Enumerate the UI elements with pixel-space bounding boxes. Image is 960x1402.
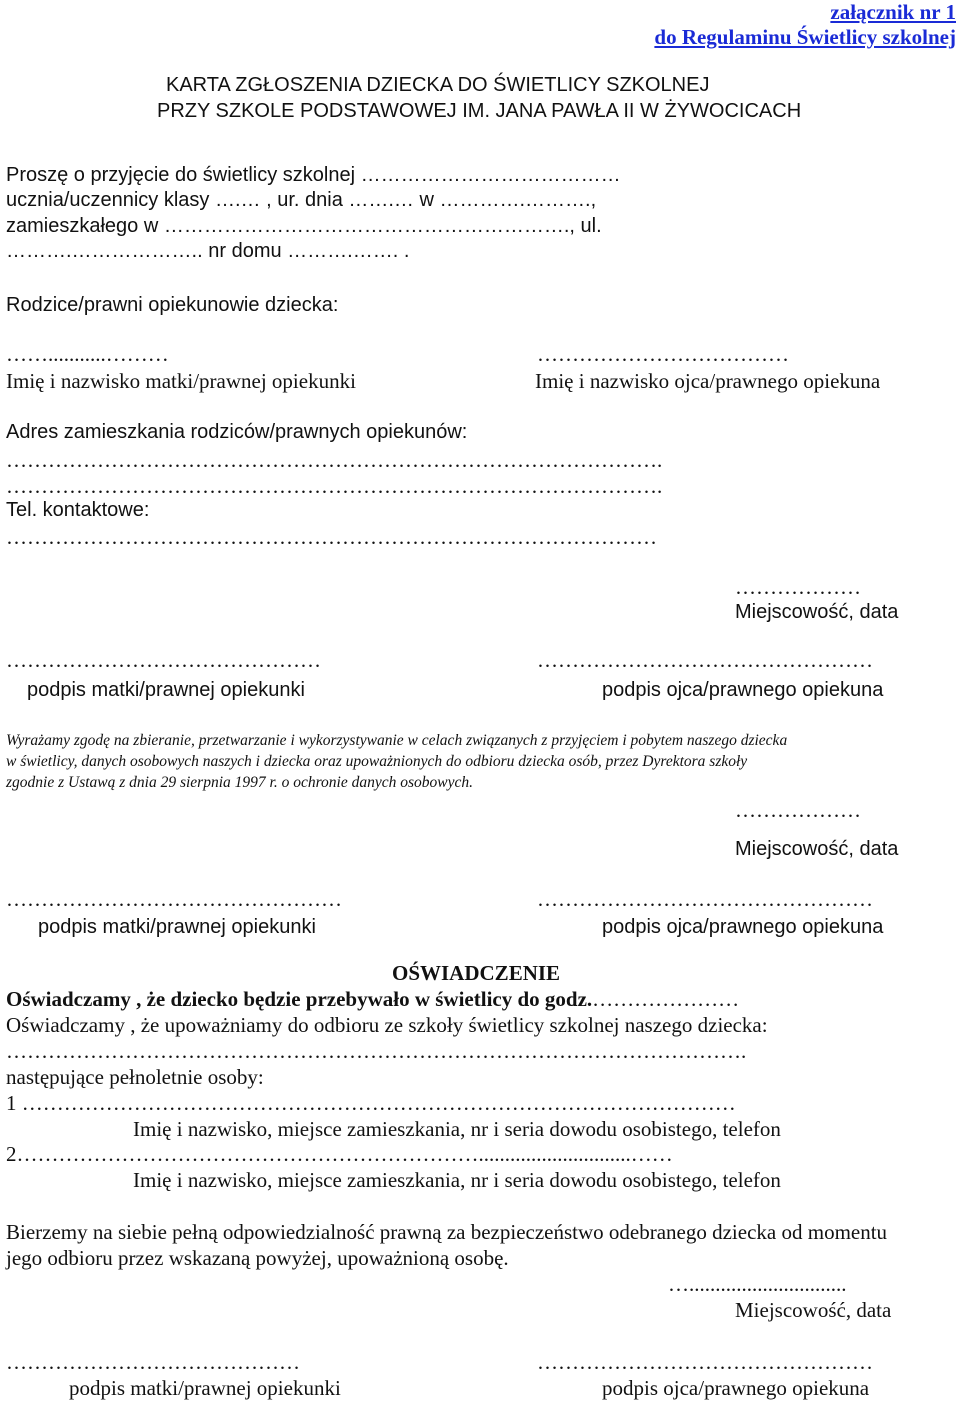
attachment-number: załącznik nr 1 — [830, 0, 956, 24]
mother-signature-label-1: podpis matki/prawnej opiekunki — [27, 679, 305, 701]
phone-field[interactable]: ………………………………………………………………………………… — [6, 525, 657, 549]
place-date-label-3: Miejscowość, data — [735, 1298, 892, 1322]
statement-dots-field[interactable]: ……………………………………………………………………………………………. — [6, 1039, 747, 1063]
statement-heading: OŚWIADCZENIE — [392, 961, 561, 985]
request-line1: Proszę o przyjęcie do świetlicy szkolnej ………………………………… — [6, 164, 621, 186]
responsibility-line2: jego odbioru przez wskazaną powyżej, upoważnioną osobę. — [6, 1246, 509, 1270]
father-signature-label-3: podpis ojca/prawnego opiekuna — [602, 1376, 870, 1400]
address-heading: Adres zamieszkania rodziców/prawnych opiekunów: — [6, 421, 468, 443]
father-signature-field-3[interactable]: ………………………………………… — [537, 1350, 873, 1374]
statement-hours-field[interactable]: ………………… — [592, 987, 740, 1011]
consent-line1: Wyrażamy zgodę na zbieranie, przetwarzanie i wykorzystywanie w celach związanych z przyjęciem i pobytem naszego dziecka — [6, 732, 788, 749]
mother-signature-field-1[interactable]: ……………………………………… — [6, 648, 321, 672]
form-title-line2: PRZY SZKOLE PODSTAWOWEJ IM. JANA PAWŁA II W ŻYWOCICACH — [157, 100, 802, 122]
request-line3: zamieszkałego w ……………………………………………………., ul. — [6, 215, 602, 237]
statement-line3: następujące pełnoletnie osoby: — [6, 1065, 264, 1089]
address-field-1[interactable]: …………………………………………………………………………………. — [6, 448, 663, 472]
place-date-field-1[interactable]: ……………… — [735, 575, 861, 599]
authorized-person-2-label: Imię i nazwisko, miejsce zamieszkania, nr i seria dowodu osobistego, telefon — [133, 1168, 781, 1192]
statement-hours-text: Oświadczamy , że dziecko będzie przebywało w świetlicy do godz. — [6, 987, 593, 1011]
phone-label: Tel. kontaktowe: — [6, 499, 150, 521]
request-line4: ……….……………….. nr domu ……….……. . — [6, 240, 410, 262]
place-date-field-3[interactable]: ….............................. — [668, 1272, 847, 1296]
authorized-person-2-field[interactable]: 2………………………………………………………….............................…… — [6, 1142, 673, 1166]
mother-name-label: Imię i nazwisko matki/prawnej opiekunki — [6, 369, 356, 393]
father-signature-label-1: podpis ojca/prawnego opiekuna — [602, 679, 884, 701]
place-date-label-1: Miejscowość, data — [735, 601, 899, 623]
authorized-person-1-field[interactable]: 1 ………………………………………………………………………………………… — [6, 1091, 736, 1115]
father-signature-field-1[interactable]: ………………………………………… — [537, 648, 873, 672]
statement-line1 — [6, 989, 739, 1010]
father-signature-field-2[interactable]: ………………………………………… — [537, 887, 873, 911]
statement-line2: Oświadczamy , że upoważniamy do odbioru ze szkoły świetlicy szkolnej naszego dziecka: — [6, 1013, 768, 1037]
responsibility-line1: Bierzemy na siebie pełną odpowiedzialność prawną za bezpieczeństwo odebranego dziecka od momentu — [6, 1220, 888, 1244]
father-name-label: Imię i nazwisko ojca/prawnego opiekuna — [535, 369, 881, 393]
mother-signature-label-2: podpis matki/prawnej opiekunki — [38, 916, 316, 938]
mother-signature-field-3[interactable]: …………………………………… — [6, 1350, 300, 1374]
authorized-person-1-label: Imię i nazwisko, miejsce zamieszkania, nr i seria dowodu osobistego, telefon — [133, 1117, 781, 1141]
regulation-reference: do Regulaminu Świetlicy szkolnej — [654, 25, 956, 49]
parents-heading: Rodzice/prawni opiekunowie dziecka: — [6, 294, 339, 316]
father-name-field[interactable]: ……………………………… — [537, 342, 789, 366]
place-date-label-2: Miejscowość, data — [735, 838, 899, 860]
mother-name-field[interactable]: ……...........……… — [6, 342, 169, 366]
mother-signature-field-2[interactable]: ………………………………………… — [6, 887, 342, 911]
place-date-field-2[interactable]: ……………… — [735, 798, 861, 822]
form-title-line1: KARTA ZGŁOSZENIA DZIECKA DO ŚWIETLICY SZKOLNEJ — [166, 74, 710, 96]
father-signature-label-2: podpis ojca/prawnego opiekuna — [602, 916, 884, 938]
mother-signature-label-3: podpis matki/prawnej opiekunki — [69, 1376, 341, 1400]
consent-line3: zgodnie z Ustawą z dnia 29 sierpnia 1997 r. o ochronie danych osobowych. — [6, 774, 473, 791]
request-line2: ucznia/uczennicy klasy ….… , ur. dnia …….… w ………….………., — [6, 189, 597, 211]
address-field-2[interactable]: …………………………………………………………………………………. — [6, 474, 663, 498]
consent-line2: w świetlicy, danych osobowych naszych i dziecka oraz upoważnionych do odbioru dziecka osób, przez Dyrektora szkoły — [6, 753, 748, 770]
